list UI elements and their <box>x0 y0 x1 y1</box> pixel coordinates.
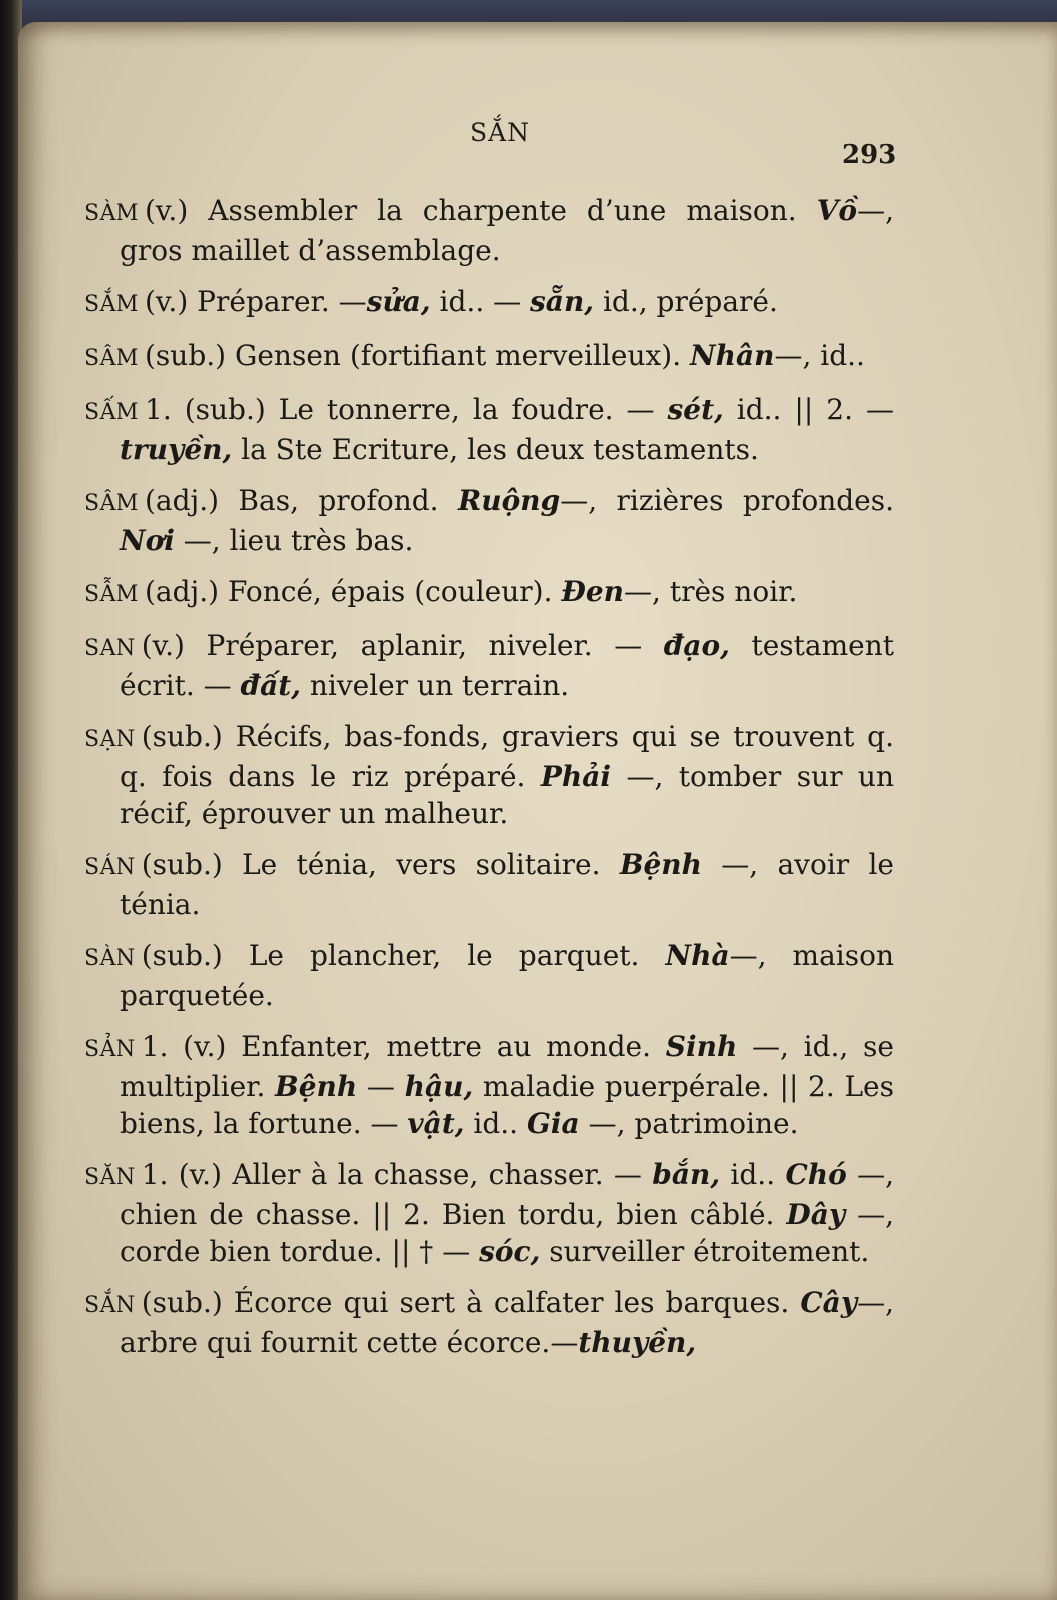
definition-text: (sub.) Le ténia, vers solitaire. <box>141 848 620 881</box>
vietnamese-term: Nhà <box>665 939 730 972</box>
vietnamese-term: Sinh <box>665 1030 738 1063</box>
dictionary-entry <box>84 337 894 377</box>
dictionary-entry <box>84 283 894 323</box>
vietnamese-term: Ruộng <box>457 484 561 517</box>
dictionary-entry <box>84 482 894 559</box>
vietnamese-term: Phải <box>540 760 612 793</box>
vietnamese-term: đạo, <box>663 629 730 662</box>
definition-text: —, corde bien tordue. || † — <box>120 1198 894 1268</box>
vietnamese-term: Đen <box>561 575 625 608</box>
definition-text: —, chien de chasse. || 2. Bien tordu, bien câblé. <box>120 1158 894 1231</box>
definition-text: —, id.. <box>774 339 865 372</box>
definition-text: —, arbre qui fournit cette écorce.— <box>120 1286 894 1359</box>
definition-text: (sub.) Gensen (fortifiant merveilleux). <box>145 339 690 372</box>
entry-headword: SÂM <box>84 346 139 371</box>
definition-text: — <box>357 1070 405 1103</box>
entry-headword: SẢN <box>84 1037 136 1062</box>
vietnamese-term: thuyền, <box>578 1326 697 1359</box>
dictionary-entry <box>84 192 894 269</box>
dictionary-entry <box>84 573 894 613</box>
definition-text: (adj.) Foncé, épais (couleur). <box>145 575 562 608</box>
vietnamese-term: Nhân <box>690 339 775 372</box>
entry-headword: SẤM <box>84 400 139 425</box>
vietnamese-term: Nơi <box>120 524 175 557</box>
entry-headword: SẠN <box>84 727 136 752</box>
definition-text: id.. — <box>430 285 531 318</box>
definition-text: (sub.) Écorce qui sert à calfater les barques. <box>141 1286 801 1319</box>
vietnamese-term: Dây <box>786 1198 846 1231</box>
definition-text: 1. (v.) Enfanter, mettre au monde. <box>141 1030 666 1063</box>
definition-text: —, rizières profondes. <box>560 484 895 517</box>
definition-text: la Ste Ecriture, les deux testaments. <box>232 433 759 466</box>
vietnamese-term: bắn, <box>652 1158 721 1191</box>
vietnamese-term: Cây <box>800 1286 858 1319</box>
entry-headword: SẪM <box>84 582 139 607</box>
running-head: SẮN <box>470 118 531 147</box>
entry-headword: SÀN <box>84 946 136 971</box>
definition-text: —, id., se multiplier. <box>120 1030 894 1103</box>
definition-text: —, gros maillet d’assemblage. <box>120 194 894 267</box>
definition-text: testament écrit. — <box>120 629 894 702</box>
definition-text: surveiller étroitement. <box>540 1235 870 1268</box>
entry-headword: SÂM <box>84 491 139 516</box>
entry-headword: SAN <box>84 636 136 661</box>
dictionary-entry <box>84 718 894 832</box>
vietnamese-term: Bệnh <box>275 1070 358 1103</box>
vietnamese-term: sửa, <box>366 285 431 318</box>
entry-headword: SẮN <box>84 1293 136 1318</box>
definition-text: (sub.) Récifs, bas-fonds, graviers qui se trouvent q. q. fois dans le riz préparé. <box>120 720 894 793</box>
vietnamese-term: vật, <box>407 1107 465 1140</box>
definition-text: (adj.) Bas, profond. <box>145 484 458 517</box>
vietnamese-term: Vồ <box>816 194 858 227</box>
dictionary-entry <box>84 1284 894 1361</box>
vietnamese-term: sóc, <box>479 1235 541 1268</box>
definition-text: —, tomber sur un récif, éprouver un malheur. <box>120 760 894 830</box>
page-number: 293 <box>842 140 897 170</box>
vietnamese-term: Chó <box>785 1158 847 1191</box>
definition-text: id., préparé. <box>594 285 778 318</box>
vietnamese-term: sẵn, <box>530 285 595 318</box>
dictionary-entries <box>84 192 894 1375</box>
definition-text: —, lieu très bas. <box>174 524 414 557</box>
entry-headword: SÁN <box>84 855 136 880</box>
vietnamese-term: đất, <box>240 669 301 702</box>
vietnamese-term: Bệnh <box>619 848 703 881</box>
dictionary-entry <box>84 627 894 704</box>
dictionary-entry <box>84 1028 894 1142</box>
dictionary-entry <box>84 937 894 1014</box>
entry-headword: SẮM <box>84 292 139 317</box>
definition-text: id.. <box>464 1107 527 1140</box>
vietnamese-term: hậu, <box>404 1070 474 1103</box>
definition-text: —, patrimoine. <box>579 1107 799 1140</box>
definition-text: 1. (sub.) Le tonnerre, la foudre. — <box>145 393 668 426</box>
dictionary-entry <box>84 846 894 923</box>
definition-text: (v.) Préparer, aplanir, niveler. — <box>141 629 664 662</box>
definition-text: maladie puerpérale. || 2. Les biens, la fortune. — <box>120 1070 894 1140</box>
entry-headword: SÀM <box>84 201 139 226</box>
entry-headword: SĂN <box>84 1165 136 1190</box>
definition-text: (v.) Assembler la charpente d’une maison. <box>145 194 817 227</box>
dictionary-entry <box>84 391 894 468</box>
definition-text: (sub.) Le plancher, le parquet. <box>141 939 666 972</box>
definition-text: (v.) Préparer. — <box>145 285 367 318</box>
definition-text: —, avoir le ténia. <box>120 848 894 921</box>
definition-text: —, maison parquetée. <box>120 939 894 1012</box>
vietnamese-term: truyền, <box>120 433 233 466</box>
definition-text: niveler un terrain. <box>300 669 570 702</box>
dictionary-entry <box>84 1156 894 1270</box>
definition-text: —, très noir. <box>624 575 798 608</box>
vietnamese-term: Gia <box>526 1107 580 1140</box>
vietnamese-term: sét, <box>667 393 724 426</box>
definition-text: 1. (v.) Aller à la chasse, chasser. — <box>141 1158 653 1191</box>
definition-text: id.. || 2. — <box>723 393 894 426</box>
definition-text: id.. <box>720 1158 786 1191</box>
